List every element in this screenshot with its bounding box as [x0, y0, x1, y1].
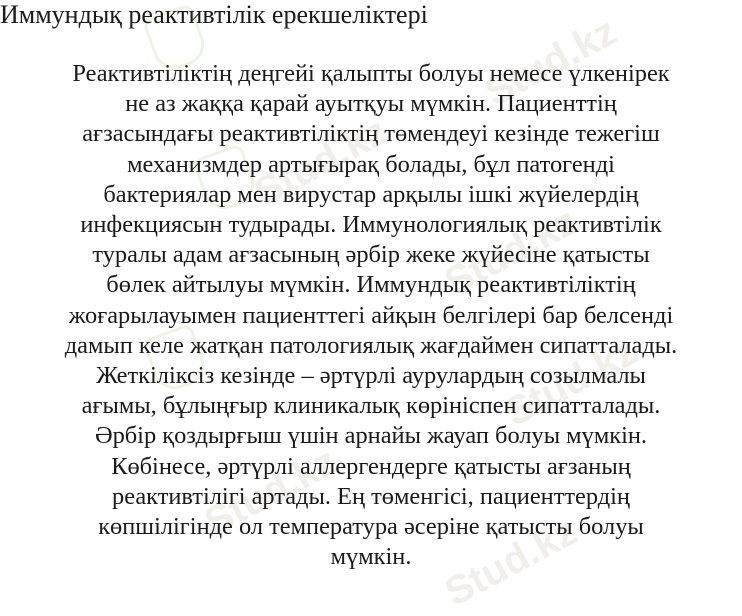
text-line: реактивтілігі артады. Ең төменгісі, пациенттердің: [112, 482, 630, 510]
text-line: бактериялар мен вирустар арқылы ішкі жүйелердің: [103, 180, 639, 208]
watermark: Stud.kz: [197, 439, 345, 545]
text-line: Көбінесе, әртүрлі аллергендерге қатысты ағзаның: [111, 452, 631, 480]
text-line: дамып келе жатқан патологиялық жағдаймен сипатталады.: [64, 331, 678, 359]
text-line: ағымы, бұлыңғыр клиникалық көрініспен сипатталады.: [81, 392, 661, 420]
watermark: Stud.kz: [437, 509, 585, 615]
text-line: жоғарылауымен пациенттегі айқын белгілері бар белсенді: [68, 301, 674, 329]
text-line: не аз жаққа қарай ауытқуы мүмкін. Пациенттің: [125, 90, 617, 118]
text-line: механизмдер артығырақ болады, бұл патогенді: [127, 150, 615, 178]
watermark: Stud.kz: [247, 109, 395, 215]
text-line: мүмкін.: [330, 543, 412, 571]
text-line: туралы адам ағзасының әрбір жеке жүйесіне қатысты: [92, 241, 650, 269]
text-line: көпшілігінде ол температура әсеріне қатысты болуы: [98, 513, 644, 541]
text-line: ағзасындағы реактивтіліктің төмендеуі кезінде тежегіш: [82, 120, 660, 148]
text-line: Жеткіліксіз кезінде – әртүрлі аурулардың созылмалы: [96, 362, 646, 390]
watermark: Stud.kz: [437, 199, 585, 305]
text-line: бөлек айтылуы мүмкін. Иммундық реактивтіліктің: [106, 271, 636, 299]
text-line: Әрбір қоздырғыш үшін арнайы жауап болуы мүмкін.: [94, 422, 648, 450]
text-line: инфекциясын тудырады. Иммунологиялық реактивтілік: [80, 211, 662, 239]
text-line: Реактивтіліктің деңгейі қалыпты болуы немесе үлкенірек: [72, 60, 670, 87]
body-paragraph: [0, 59, 742, 572]
document-title: Иммундық реактивтілік ерекшеліктері: [0, 0, 428, 29]
watermark: Stud.kz: [497, 329, 645, 435]
watermark: Stud.kz: [477, 9, 625, 115]
